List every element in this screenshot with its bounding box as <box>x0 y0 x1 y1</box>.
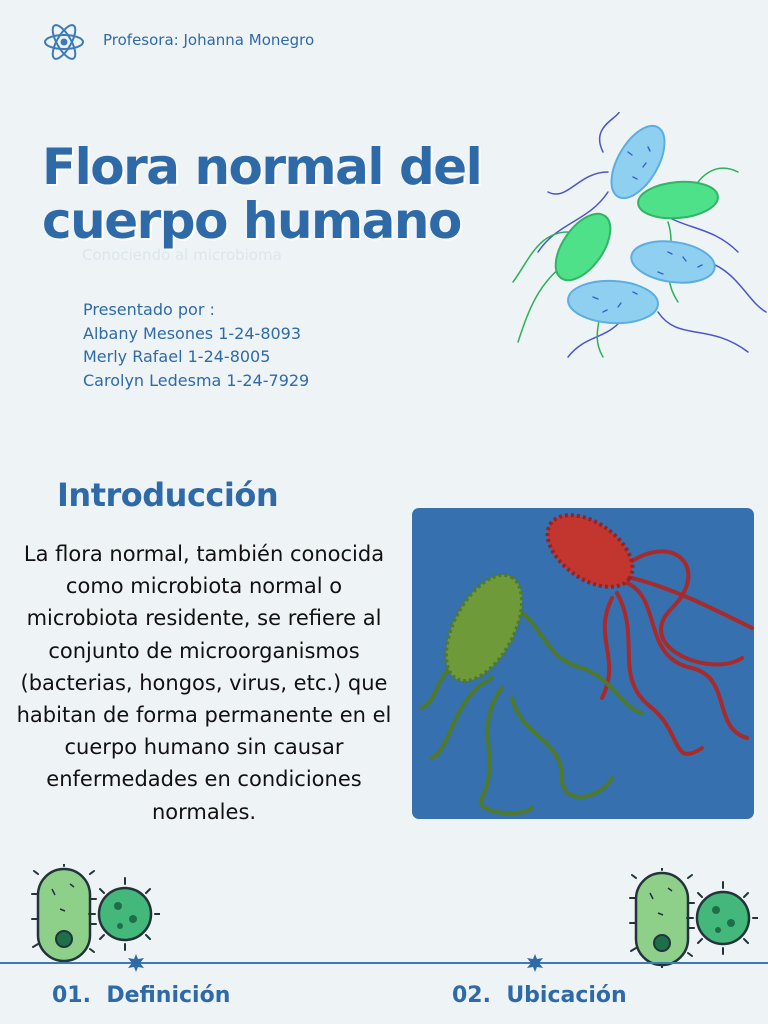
bacteria-photo <box>412 508 754 819</box>
professor-name: Profesora: Johanna Monegro <box>103 31 315 49</box>
page-title <box>42 140 512 248</box>
bacteria-photo-art <box>412 508 754 819</box>
section-number: 01. <box>52 983 91 1008</box>
intro-paragraph: La flora normal, también conocida como microbiota normal o microbiota residente, se refiere al conjunto de microorganismos (bacterias, hongos, virus, etc.) que habitan de forma permanente en el cuerpo humano sin causar enfermedades en condiciones normales. <box>16 542 392 824</box>
student-name: Merly Rafael 1-24-8005 <box>83 347 271 366</box>
germs-illustration-right <box>628 868 758 968</box>
bacteria-illustration <box>508 112 768 362</box>
timeline-node-icon <box>526 954 544 972</box>
student-name: Carolyn Ledesma 1-24-7929 <box>83 370 310 390</box>
section-label: Ubicación <box>506 983 627 1008</box>
student-name: Albany Mesones 1-24-8093 <box>83 323 302 343</box>
section-number: 02. <box>452 983 491 1008</box>
title-line-1: Flora normal del <box>42 138 482 196</box>
timeline-line <box>0 962 768 964</box>
germs-illustration-left <box>30 864 160 964</box>
title-line-2: cuerpo humano <box>42 192 461 250</box>
section-ubicacion <box>452 983 627 1008</box>
section-label: Definición <box>106 983 231 1008</box>
atom-icon <box>42 20 86 64</box>
section-definicion <box>52 983 230 1008</box>
timeline-node-icon <box>127 954 145 972</box>
presenters-block <box>83 298 309 392</box>
faint-subtitle: Conociendo al microbioma <box>82 246 282 264</box>
intro-heading: Introducción <box>57 476 279 514</box>
presented-label: Presentado por : <box>83 300 215 319</box>
